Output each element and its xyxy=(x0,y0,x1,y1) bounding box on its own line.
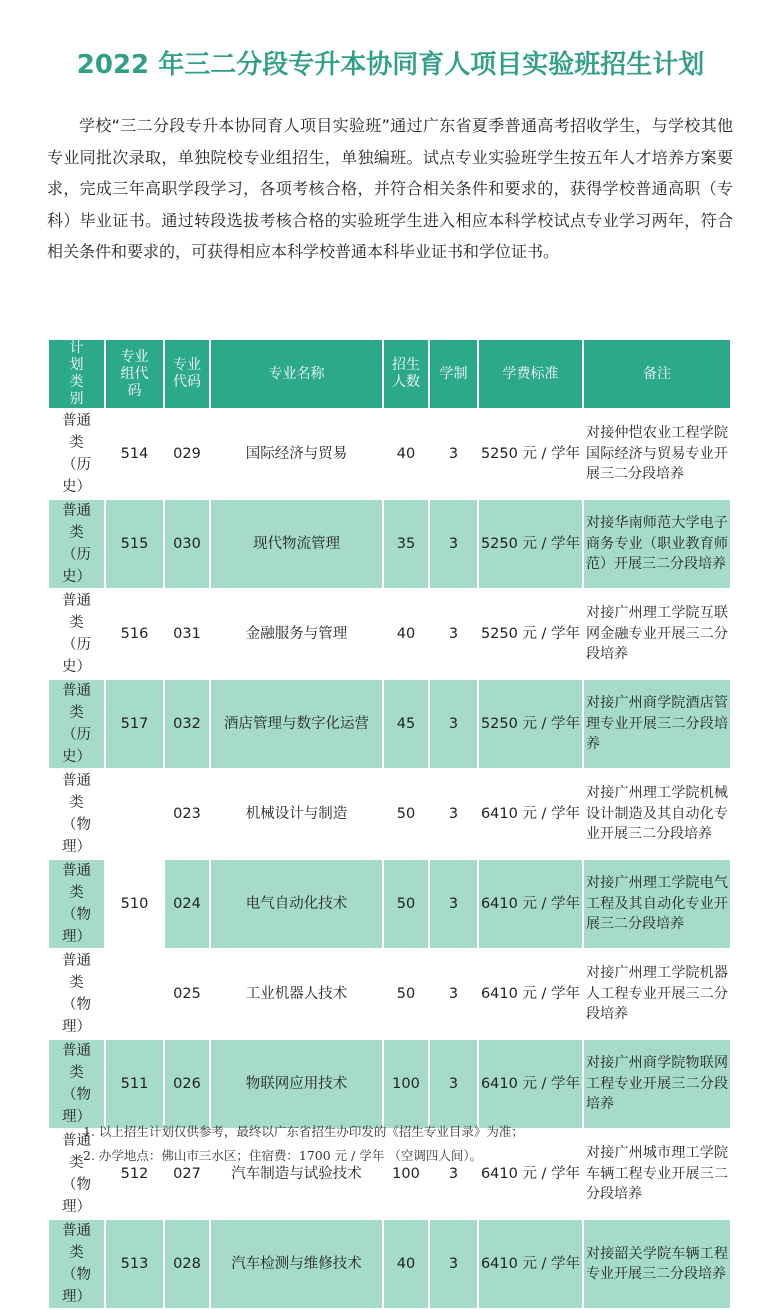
cell-group-code: 512 xyxy=(120,1165,149,1182)
table-row xyxy=(49,500,730,588)
cell-duration: 3 xyxy=(448,1165,459,1182)
cell-tuition: 6410 元 / 学年 xyxy=(480,985,581,1002)
cell-group-code: 513 xyxy=(106,1220,163,1308)
cell-duration: 3 xyxy=(430,1220,477,1308)
cell-category: 普通类（物理） xyxy=(62,953,91,1035)
cell-enrollment: 50 xyxy=(384,860,428,948)
header-major-name: 专业名称 xyxy=(211,340,382,408)
header-enrollment: 招生人数 xyxy=(384,340,428,408)
cell-group-code: 515 xyxy=(106,500,163,588)
cell-major-code: 029 xyxy=(173,445,201,462)
cell-category: 普通类（历史） xyxy=(49,680,104,768)
cell-enrollment: 40 xyxy=(396,625,416,642)
cell-category: 普通类（物理） xyxy=(49,1040,104,1128)
header-tuition: 学费标准 xyxy=(479,340,582,408)
table-row xyxy=(49,590,730,678)
footnotes xyxy=(83,1120,743,1168)
table-row xyxy=(49,410,730,498)
cell-duration: 3 xyxy=(448,805,459,822)
cell-tuition: 6410 元 / 学年 xyxy=(480,1165,581,1182)
cell-major-name: 酒店管理与数字化运营 xyxy=(211,680,382,768)
cell-major-code: 023 xyxy=(173,805,201,822)
cell-major-code: 030 xyxy=(165,500,209,588)
footnote-item: 2. 办学地点：佛山市三水区；住宿费：1700 元 / 学年 （空调四人间）。 xyxy=(83,1148,483,1163)
cell-category: 普通类（历史） xyxy=(49,500,104,588)
cell-duration: 3 xyxy=(448,625,459,642)
cell-remark: 对接华南师范大学电子商务专业（职业教育师范）开展三二分段培养 xyxy=(584,500,730,588)
cell-category: 普通类（物理） xyxy=(49,1220,104,1308)
header-remark: 备注 xyxy=(584,340,730,408)
cell-remark: 对接仲恺农业工程学院国际经济与贸易专业开展三二分段培养 xyxy=(586,425,728,483)
cell-duration: 3 xyxy=(430,1040,477,1128)
cell-major-code: 025 xyxy=(173,985,201,1002)
cell-major-name: 物联网应用技术 xyxy=(211,1040,382,1128)
cell-remark: 对接广州理工学院互联网金融专业开展三二分段培养 xyxy=(586,605,728,663)
footnote-item: 1. 以上招生计划仅供参考，最终以广东省招生办印发的《招生专业目录》为准； xyxy=(83,1124,524,1139)
cell-remark: 对接广州理工学院机器人工程专业开展三二分段培养 xyxy=(586,965,728,1023)
table-header-row xyxy=(49,340,730,408)
cell-major-code: 031 xyxy=(173,625,201,642)
cell-enrollment: 50 xyxy=(396,985,416,1002)
cell-group-code: 510 xyxy=(106,770,163,1038)
cell-duration: 3 xyxy=(430,680,477,768)
cell-major-code: 032 xyxy=(165,680,209,768)
cell-tuition: 6410 元 / 学年 xyxy=(479,860,582,948)
cell-major-code: 024 xyxy=(165,860,209,948)
cell-enrollment: 50 xyxy=(396,805,416,822)
cell-major-name: 机械设计与制造 xyxy=(245,805,348,822)
cell-duration: 3 xyxy=(430,860,477,948)
cell-tuition: 6410 元 / 学年 xyxy=(480,805,581,822)
cell-remark: 对接广州理工学院机械设计制造及其自动化专业开展三二分段培养 xyxy=(586,785,728,843)
cell-group-code: 517 xyxy=(106,680,163,768)
cell-enrollment: 100 xyxy=(384,1040,428,1128)
header-category: 计划类别 xyxy=(49,340,104,408)
table-row xyxy=(49,1220,730,1308)
cell-major-name: 现代物流管理 xyxy=(211,500,382,588)
cell-major-name: 金融服务与管理 xyxy=(245,625,348,642)
page-title: 2022 年三二分段专升本协同育人项目实验班招生计划 xyxy=(76,50,705,80)
cell-tuition: 5250 元 / 学年 xyxy=(480,445,581,462)
cell-enrollment: 40 xyxy=(396,445,416,462)
header-major-code: 专业代码 xyxy=(165,340,209,408)
cell-major-code: 028 xyxy=(165,1220,209,1308)
cell-category: 普通类（物理） xyxy=(49,860,104,948)
cell-tuition: 5250 元 / 学年 xyxy=(479,500,582,588)
cell-enrollment: 35 xyxy=(384,500,428,588)
cell-duration: 3 xyxy=(430,500,477,588)
cell-tuition: 5250 元 / 学年 xyxy=(480,625,581,642)
cell-major-code: 026 xyxy=(165,1040,209,1128)
cell-category: 普通类（物理） xyxy=(62,773,91,855)
cell-remark: 对接韶关学院车辆工程专业开展三二分段培养 xyxy=(584,1220,730,1308)
cell-enrollment: 45 xyxy=(384,680,428,768)
cell-category: 普通类（历史） xyxy=(62,413,91,495)
cell-enrollment: 100 xyxy=(392,1165,420,1182)
cell-duration: 3 xyxy=(448,985,459,1002)
cell-remark: 对接广州商学院物联网工程专业开展三二分段培养 xyxy=(584,1040,730,1128)
table-row xyxy=(49,770,730,858)
cell-major-name: 国际经济与贸易 xyxy=(245,445,348,462)
cell-group-code: 514 xyxy=(120,445,149,462)
cell-major-name: 电气自动化技术 xyxy=(211,860,382,948)
cell-remark: 对接广州商学院酒店管理专业开展三二分段培养 xyxy=(584,680,730,768)
cell-tuition: 6410 元 / 学年 xyxy=(479,1220,582,1308)
intro-paragraph: 学校“三二分段专升本协同育人项目实验班”通过广东省夏季普通高考招收学生，与学校其他专业同批次录取，单独院校专业组招生，单独编班。试点专业实验班学生按五年人才培养方案要求，完成三年高职学段学习，各项考核合格，并符合相关条件和要求的，获得学校普通高职（专科）毕业证书。通过转段选拔考核合格的实验班学生进入相应本科学校试点专业学习两年，符合相关条件和要求的，可获得相应本科学校普通本科毕业证书和学位证书。 xyxy=(47,116,733,261)
cell-tuition: 6410 元 / 学年 xyxy=(479,1040,582,1128)
header-group-code: 专业组代码 xyxy=(106,340,163,408)
cell-category: 普通类（物理） xyxy=(62,1133,91,1215)
cell-remark: 对接广州城市理工学院车辆工程专业开展三二分段培养 xyxy=(586,1145,728,1203)
table-row xyxy=(49,1040,730,1128)
cell-category: 普通类（历史） xyxy=(62,593,91,675)
table-row xyxy=(49,680,730,768)
cell-major-name: 汽车检测与维修技术 xyxy=(211,1220,382,1308)
cell-tuition: 5250 元 / 学年 xyxy=(479,680,582,768)
cell-enrollment: 40 xyxy=(384,1220,428,1308)
cell-remark: 对接广州理工学院电气工程及其自动化专业开展三二分段培养 xyxy=(584,860,730,948)
cell-major-name: 工业机器人技术 xyxy=(245,985,348,1002)
cell-group-code: 511 xyxy=(106,1040,163,1128)
cell-major-name: 汽车制造与试验技术 xyxy=(231,1165,362,1182)
header-duration: 学制 xyxy=(430,340,477,408)
cell-group-code: 516 xyxy=(120,625,149,642)
cell-duration: 3 xyxy=(448,445,459,462)
cell-major-code: 027 xyxy=(173,1165,201,1182)
